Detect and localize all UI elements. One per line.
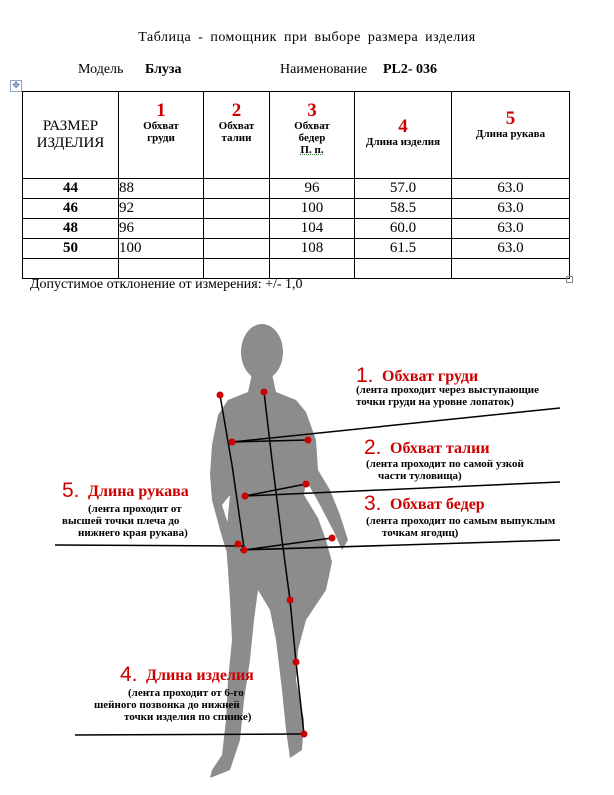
chest-label-desc: (лента проходит через выступающие	[356, 384, 540, 396]
column-label: Длина изделия	[365, 136, 441, 148]
chest-column-header	[119, 92, 204, 179]
length-measurement-label	[94, 663, 254, 723]
length-label-desc: точки изделия по спинке)	[124, 711, 252, 723]
waist-cell	[204, 259, 270, 279]
table-row	[23, 259, 570, 279]
waist-cell	[204, 219, 270, 239]
hips-cell: 96	[270, 179, 355, 199]
waist-cell	[204, 179, 270, 199]
hips-measurement-label	[364, 492, 556, 539]
length-label-desc: шейного позвонка до нижней	[94, 699, 240, 711]
chest-cell: 96	[119, 219, 204, 239]
column-number: 5	[505, 108, 516, 129]
column-number: 2	[231, 100, 242, 121]
sleeve-cell	[452, 259, 570, 279]
table-row	[23, 219, 570, 239]
waist-cell	[204, 199, 270, 219]
hips-column-header	[270, 92, 355, 179]
hips-label-desc: точкам ягодиц)	[382, 527, 459, 539]
length-cell: 61.5	[355, 239, 452, 259]
sleeve-label-desc: нижнего края рукава)	[78, 527, 188, 539]
length-label-title: Длина изделия	[146, 667, 254, 684]
waist-label-number: 2.	[364, 436, 382, 459]
sleeve-cell: 63.0	[452, 179, 570, 199]
hips-cell: 108	[270, 239, 355, 259]
size-cell: 50	[23, 239, 119, 259]
size-cell	[23, 259, 119, 279]
model-value: Блуза	[145, 62, 182, 77]
size-cell: 48	[23, 219, 119, 239]
column-label: Обхват	[143, 120, 179, 132]
size-cell: 44	[23, 179, 119, 199]
chest-label-number: 1.	[356, 364, 374, 387]
sleeve-label-desc: (лента проходит от	[88, 503, 182, 515]
column-label: талии	[221, 132, 252, 144]
length-cell: 57.0	[355, 179, 452, 199]
column-label: бедер	[298, 132, 326, 144]
waist-label-desc: части туловища)	[378, 470, 462, 482]
waist-label-desc: (лента проходит по самой узкой	[366, 458, 524, 470]
size-header-line: РАЗМЕР	[42, 118, 99, 134]
column-number: 3	[307, 100, 317, 121]
table-header-row	[23, 92, 570, 179]
move-icon[interactable]: ✥	[10, 80, 22, 92]
hips-cell: 104	[270, 219, 355, 239]
chest-cell: 92	[119, 199, 204, 219]
chest-label-title: Обхват груди	[382, 368, 479, 385]
hips-cell: 100	[270, 199, 355, 219]
length-label-desc: (лента проходит от 6-го	[128, 687, 244, 699]
measurement-diagram	[0, 300, 614, 795]
waist-column-header	[204, 92, 270, 179]
length-cell: 60.0	[355, 219, 452, 239]
size-header-line: ИЗДЕЛИЯ	[36, 135, 105, 151]
waist-measurement-label	[364, 436, 524, 482]
length-label-number: 4.	[120, 663, 138, 686]
chest-cell	[119, 259, 204, 279]
sleeve-cell: 63.0	[452, 239, 570, 259]
sleeve-label-number: 5.	[62, 479, 80, 502]
size-column-header	[23, 92, 119, 179]
table-row	[23, 199, 570, 219]
hips-label-number: 3.	[364, 492, 382, 515]
column-label: груди	[147, 132, 175, 144]
hips-label-desc: (лента проходит по самым выпуклым	[366, 515, 556, 527]
column-label: Обхват	[294, 120, 330, 132]
sleeve-cell: 63.0	[452, 219, 570, 239]
table-row	[23, 239, 570, 259]
sleeve-label-desc: высшей точки плеча до	[62, 515, 180, 527]
document-title: Таблица - помощник при выборе размера изделия	[138, 30, 476, 45]
name-value: PL2- 036	[383, 62, 438, 77]
chest-label-desc: точки груди на уровне лопаток)	[356, 396, 514, 408]
length-column-header	[355, 92, 452, 179]
chest-cell: 88	[119, 179, 204, 199]
waist-cell	[204, 239, 270, 259]
sleeve-measurement-label	[62, 479, 189, 539]
tolerance-note: Допустимое отклонение от измерения: +/- 1,0	[30, 277, 303, 292]
hips-cell	[270, 259, 355, 279]
length-cell: 58.5	[355, 199, 452, 219]
column-number: 1	[156, 100, 166, 121]
waist-label-title: Обхват талии	[390, 440, 490, 457]
sleeve-cell: 63.0	[452, 199, 570, 219]
sleeve-column-header	[452, 92, 570, 179]
table-row	[23, 179, 570, 199]
chest-measurement-label	[356, 364, 539, 408]
chest-cell: 100	[119, 239, 204, 259]
sleeve-label-title: Длина рукава	[88, 483, 189, 500]
column-label: П. п.	[300, 144, 324, 156]
column-label: Длина рукава	[475, 128, 546, 140]
length-cell	[355, 259, 452, 279]
hips-label-title: Обхват бедер	[390, 496, 485, 513]
size-table	[22, 91, 570, 279]
column-label: Обхват	[218, 120, 255, 132]
model-label: Модель	[78, 62, 124, 77]
table-resize-handle[interactable]	[566, 276, 573, 283]
name-label: Наименование	[280, 62, 368, 77]
size-cell: 46	[23, 199, 119, 219]
column-number: 4	[398, 116, 408, 137]
